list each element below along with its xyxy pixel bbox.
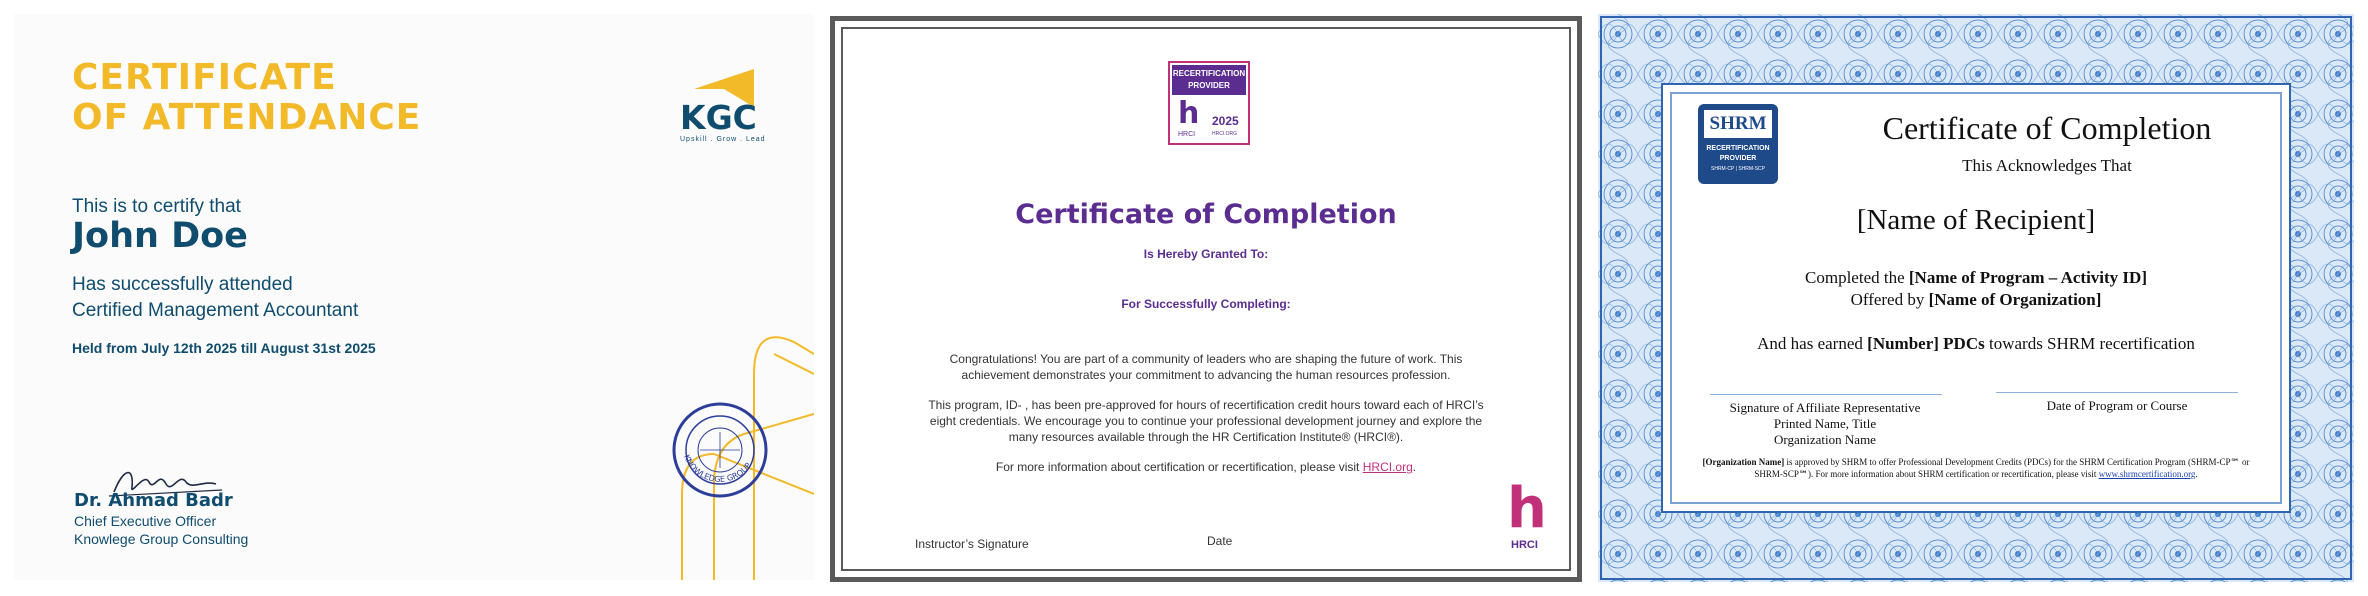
date-label: Date — [1207, 534, 1233, 548]
info-suffix: . — [1412, 460, 1417, 474]
printed-name-label: Printed Name, Title — [1773, 416, 1877, 431]
earned-suffix: towards SHRM recertification — [1984, 334, 2195, 353]
earned-prefix: And has earned — [1757, 334, 1868, 353]
info-prefix: For more information about certification or recertification, please visit — [995, 460, 1363, 474]
badge-label: RECERTIFICATION PROVIDER — [1172, 65, 1246, 95]
pdc-count: [Number] PDCs — [1867, 334, 1985, 353]
course-name: Certified Management Accountant — [72, 300, 359, 321]
kgc-certificate — [14, 14, 814, 580]
badge-provider-text — [1698, 144, 1778, 164]
held-dates: Held from July 12th 2025 till August 31st 2025 — [72, 340, 376, 356]
info-paragraph — [925, 459, 1487, 475]
signature-label: Signature of Affiliate Representative — [1729, 400, 1921, 415]
title-line-2: OF ATTENDANCE — [72, 97, 422, 138]
badge-line-1: RECERTIFICATION — [1706, 145, 1770, 152]
signature-rule — [1710, 394, 1942, 395]
completed-line — [1670, 268, 2282, 288]
certify-text: This is to certify that — [72, 196, 241, 217]
signer-details — [74, 512, 248, 548]
svg-text:KNOWLEDGE GROUP — [682, 453, 753, 484]
fine-end: . — [2195, 469, 2198, 479]
congratulations-paragraph: Congratulations! You are part of a community of leaders who are shaping the future of work. This achievement demonstrates your commitment to advancing the human resources profession. — [949, 352, 1463, 382]
title-line-1: CERTIFICATE — [72, 57, 337, 98]
badge-url: HRCI.ORG — [1212, 131, 1237, 137]
granted-label: Is Hereby Granted To: — [1143, 247, 1269, 261]
signer-org: Knowlege Group Consulting — [74, 531, 249, 547]
shrm-certificate — [1598, 14, 2354, 582]
certificate-title — [72, 58, 421, 138]
acknowledges-text: This Acknowledges That — [1962, 156, 2132, 175]
attended-line-1: Has successfully attended — [72, 274, 293, 295]
instructor-signature-label: Instructor’s Signature — [915, 537, 1029, 551]
offered-line — [1670, 290, 2282, 310]
hrci-certificate — [830, 16, 1582, 582]
stamp-text: KNOWLEDGE GROUP — [682, 453, 753, 484]
shrm-certification-link[interactable]: www.shrmcertification.org — [2098, 469, 2196, 479]
completing-label: For Successfully Completing: — [1121, 297, 1291, 311]
kgc-logo-text: KGC — [680, 98, 757, 137]
fine-print — [1698, 456, 2254, 480]
offered-prefix: Offered by — [1850, 290, 1929, 309]
badge-year: 2025 — [1212, 114, 1239, 128]
program-paragraph: This program, ID- , has been pre-approved for hours of recertification credit hours toward each of HRCI’s eight credentials. We encourage you to continue your professional development journey and explore the many resources available through the HR Certification Institute® (HRCI®). — [928, 398, 1484, 444]
badge-hrci: HRCI — [1178, 131, 1196, 138]
fine-org: [Organization Name] — [1702, 457, 1785, 467]
earned-line — [1670, 334, 2282, 354]
shrm-logo: SHRM — [1704, 110, 1772, 138]
official-stamp-icon — [670, 400, 770, 500]
hrci-logo-icon: h — [1507, 476, 1547, 541]
attended-text — [72, 272, 358, 324]
signature-block — [1698, 400, 1952, 448]
completed-prefix: Completed the — [1805, 268, 1909, 287]
hrci-provider-badge — [1168, 61, 1250, 145]
signer-name: Dr. Ahmad Badr — [74, 490, 233, 511]
date-of-program-label: Date of Program or Course — [2046, 398, 2188, 413]
shrm-provider-badge — [1698, 104, 1778, 184]
certificate-title: Certificate of Completion — [1882, 110, 2212, 146]
kgc-logo-tagline: Upskill . Grow . Lead — [680, 136, 766, 143]
fine-text: is approved by SHRM to offer Professional Development Credits (PDCs) for the SHRM Certification Program (SHRM-CP℠ or SHRM-SCP℠). For more information about SHRM certification or recertification, please visit — [1754, 457, 2250, 479]
program-name: [Name of Program – Activity ID] — [1908, 268, 2147, 287]
signer-title: Chief Executive Officer — [74, 513, 217, 529]
certificate-title: Certificate of Completion — [1015, 199, 1397, 230]
hrci-h-icon: h — [1178, 96, 1200, 131]
organization-label: Organization Name — [1774, 432, 1876, 447]
hrci-logo-text: HRCI — [1511, 539, 1538, 551]
hrci-link[interactable]: HRCI.org — [1362, 460, 1413, 474]
recipient-name: [Name of Recipient] — [1856, 204, 2096, 236]
organization-name: [Name of Organization] — [1928, 290, 2102, 309]
badge-credentials: SHRM-CP | SHRM-SCP — [1711, 166, 1765, 172]
date-rule — [1996, 392, 2238, 393]
recipient-name: John Doe — [72, 216, 248, 256]
badge-line-2: PROVIDER — [1719, 155, 1757, 162]
